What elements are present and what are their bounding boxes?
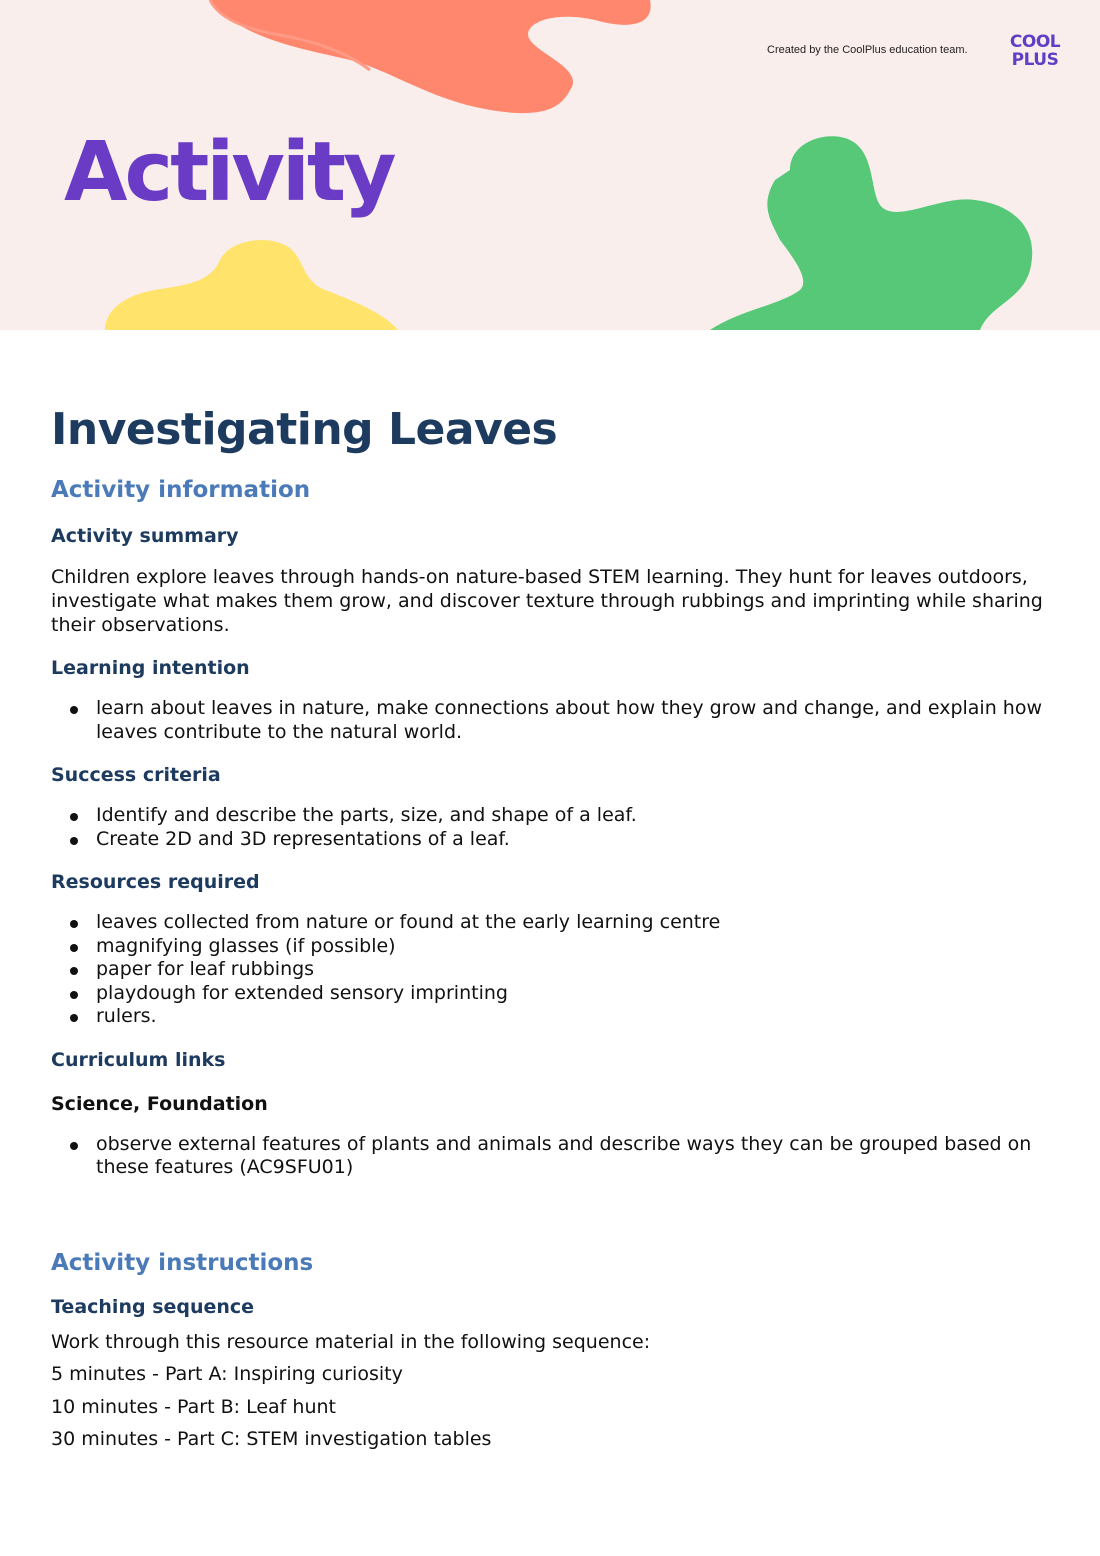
page-title: Investigating Leaves — [51, 404, 558, 455]
success-criteria-list — [51, 804, 1051, 851]
learning-intention-heading: Learning intention — [51, 657, 250, 679]
list-item: magnifying glasses (if possible) — [51, 935, 1051, 959]
logo-line-1: COOL — [1009, 32, 1061, 52]
activity-information-heading: Activity information — [51, 477, 311, 503]
resources-heading: Resources required — [51, 871, 260, 893]
list-item: Identify and describe the parts, size, and shape of a leaf. — [51, 804, 1051, 828]
credit-text: Created by the CoolPlus education team. — [767, 44, 968, 56]
sequence-step: 10 minutes - Part B: Leaf hunt — [51, 1395, 336, 1418]
list-item: learn about leaves in nature, make connections about how they grow and change, and explain how leaves contribute to the natural world. — [51, 697, 1051, 744]
sequence-step: 30 minutes - Part C: STEM investigation tables — [51, 1428, 492, 1450]
banner-title: Activity — [64, 125, 394, 220]
header-banner — [0, 0, 1100, 330]
curriculum-list — [51, 1133, 1051, 1180]
coolplus-logo — [1003, 33, 1067, 73]
main-content — [51, 395, 1051, 1456]
list-item: playdough for extended sensory imprinting — [51, 982, 1051, 1006]
list-item: leaves collected from nature or found at the early learning centre — [51, 911, 1051, 935]
teaching-sequence-intro: Work through this resource material in the following sequence: — [51, 1330, 651, 1353]
curriculum-subheading: Science, Foundation — [51, 1092, 268, 1115]
resources-list — [51, 911, 1051, 1029]
list-item: rulers. — [51, 1005, 1051, 1029]
list-item: Create 2D and 3D representations of a leaf. — [51, 828, 1051, 852]
list-item: paper for leaf rubbings — [51, 958, 1051, 982]
green-blob-decoration — [700, 130, 1040, 330]
logo-line-2: PLUS — [1011, 50, 1059, 70]
coral-blob-decoration — [200, 0, 660, 125]
success-criteria-heading: Success criteria — [51, 764, 221, 786]
sequence-step: 5 minutes - Part A: Inspiring curiosity — [51, 1363, 403, 1385]
activity-instructions-heading: Activity instructions — [51, 1249, 314, 1276]
teaching-sequence — [51, 1326, 1051, 1456]
learning-intention-list — [51, 697, 1051, 744]
activity-summary-heading: Activity summary — [51, 525, 239, 547]
curriculum-links-heading: Curriculum links — [51, 1048, 226, 1071]
activity-summary-text: Children explore leaves through hands-on nature-based STEM learning. They hunt for leaves outdoors, investigate what makes them grow, and discover texture through rubbings and imprinting while sharing their observations. — [51, 566, 1043, 636]
list-item: observe external features of plants and animals and describe ways they can be grouped based on these features (AC9SFU01) — [51, 1133, 1051, 1180]
teaching-sequence-heading: Teaching sequence — [51, 1295, 255, 1318]
yellow-blob-decoration — [100, 235, 400, 330]
